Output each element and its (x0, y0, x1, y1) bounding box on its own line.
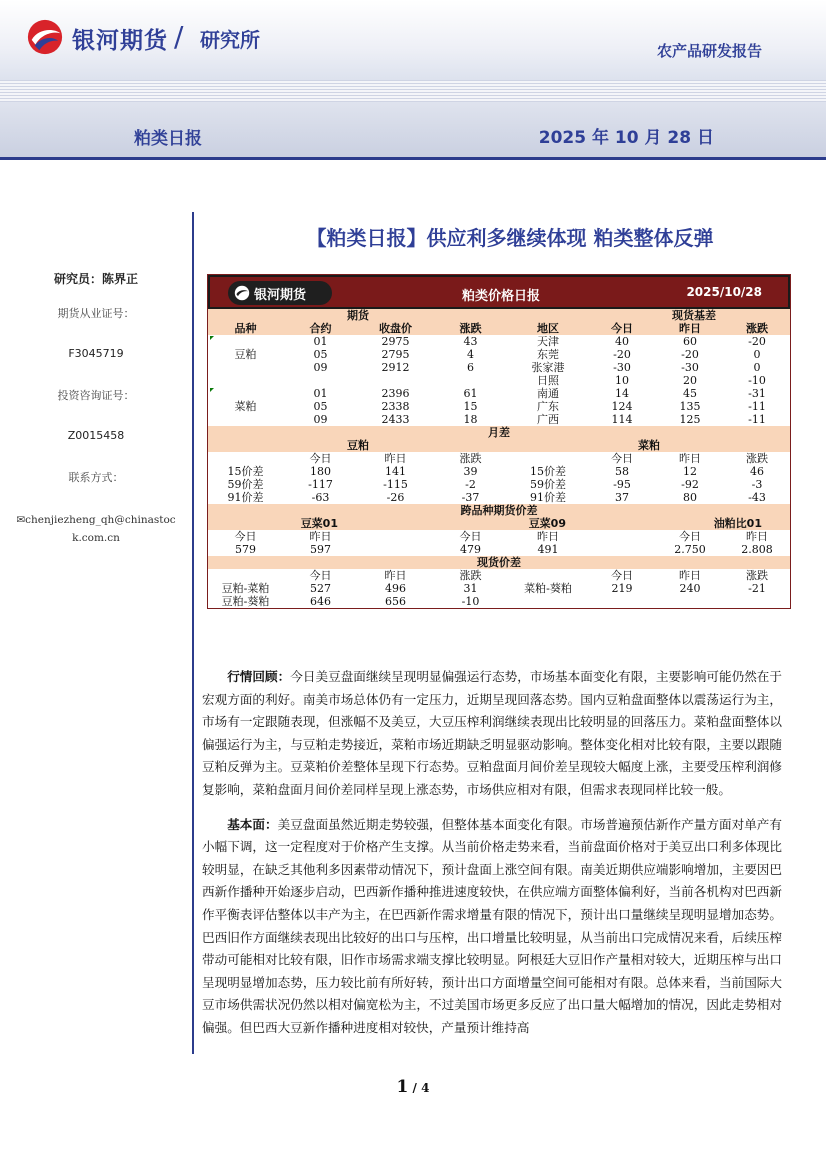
change-cell: 18 (463, 413, 478, 426)
region-cell: 广西 (537, 413, 559, 426)
value-cell: 579 (235, 543, 256, 556)
empty-cell (588, 530, 656, 543)
value-cell: -2 (465, 478, 476, 491)
region-cell: 南通 (537, 387, 559, 400)
yday-header: 昨日 (384, 569, 407, 582)
today-header: 今日 (309, 452, 332, 465)
empty-cell (508, 569, 588, 582)
invest-cert: Z0015458 (67, 429, 125, 442)
report-title: 【粕类日报】供应利多继续体现 粕类整体反弹 (306, 226, 714, 250)
value-cell (588, 595, 656, 608)
email-link[interactable] (0, 511, 192, 547)
col-header: 涨跌 (724, 322, 790, 335)
analyst-name: 研究员：陈界正 (53, 272, 138, 286)
chg-header: 涨跌 (459, 452, 482, 465)
spread-name-cell: 91价差 (530, 491, 566, 504)
table-row (208, 374, 790, 387)
spot-name-cell: 豆粕-菜粕 (221, 582, 270, 595)
basis-today-cell: 124 (611, 400, 633, 413)
value-cell: 656 (385, 595, 406, 608)
email-address: chenjiezheng_qh@chinastock.com.cn (25, 514, 176, 544)
spread-name-cell: 15价差 (227, 465, 264, 478)
value-cell: 37 (615, 491, 629, 504)
value-cell: 240 (679, 582, 701, 595)
basis-change-cell: -10 (748, 374, 766, 387)
empty-cell (358, 374, 433, 387)
chg-header: 涨跌 (746, 452, 768, 465)
basis-today-cell: 14 (615, 387, 629, 400)
product-rapemeal: 菜粕 (208, 387, 283, 426)
value-cell: 80 (683, 491, 697, 504)
close-cell: 2433 (381, 413, 410, 426)
spot-name-cell: 豆粕-葵粕 (221, 595, 270, 608)
spot-name-cell: 菜粕-葵粕 (524, 582, 572, 595)
table-row (208, 543, 790, 556)
page-sep: / (408, 1081, 422, 1095)
close-cell: 2396 (381, 387, 410, 400)
header-stripe (0, 80, 826, 102)
contract-cell: 01 (313, 335, 328, 348)
table-row (208, 361, 790, 374)
basis-yday-cell: 60 (683, 335, 697, 348)
table-row (208, 569, 790, 582)
report-body (202, 666, 782, 1052)
column-header-row (208, 322, 790, 335)
value-cell: 491 (537, 543, 559, 556)
basis-yday-cell: 125 (679, 413, 701, 426)
institute-name: 研究所 (200, 28, 260, 52)
value-cell: -3 (751, 478, 763, 491)
page-total: 4 (421, 1081, 430, 1095)
close-cell: 2338 (381, 400, 410, 413)
col-header: 昨日 (656, 322, 724, 335)
analyst-sidebar (0, 270, 192, 547)
spread-name-cell: 59价差 (227, 478, 264, 491)
today-header: 今日 (679, 530, 701, 543)
close-cell: 2795 (381, 348, 410, 361)
sidebar-divider (192, 212, 194, 1054)
close-cell: 2975 (381, 335, 410, 348)
change-cell: 61 (463, 387, 478, 400)
today-header: 今日 (309, 569, 332, 582)
change-cell: 43 (463, 335, 478, 348)
galaxy-logo-icon (234, 285, 250, 301)
basis-change-cell: -20 (748, 335, 766, 348)
basis-yday-cell: 20 (683, 374, 697, 387)
basis-yday-cell: -20 (681, 348, 699, 361)
basis-today-cell: 10 (615, 374, 629, 387)
value-cell: -95 (613, 478, 631, 491)
basis-change-cell: 0 (753, 348, 761, 361)
basis-today-cell: 114 (611, 413, 633, 426)
contract-cell: 05 (313, 400, 328, 413)
price-table (207, 274, 791, 609)
report-name: 粕类日报 (134, 129, 202, 149)
empty-cell (508, 452, 588, 465)
cross-col-b: 豆菜09 (358, 517, 588, 530)
futures-cert: F3045719 (68, 347, 124, 360)
col-header: 涨跌 (433, 322, 508, 335)
month-spread-label: 月差 (208, 426, 790, 439)
value-cell: -21 (748, 582, 766, 595)
basis-change-cell: -11 (748, 413, 766, 426)
empty-cell (433, 374, 508, 387)
fundamentals-paragraph (202, 814, 782, 1040)
header-divider (0, 157, 826, 160)
basis-today-cell: -20 (613, 348, 631, 361)
table-row (208, 478, 790, 491)
rapemeal-label: 菜粕 (508, 439, 790, 452)
value-cell: 46 (750, 465, 764, 478)
value-cell (656, 595, 724, 608)
month-spread-product-row (208, 439, 790, 452)
value-cell: 2.808 (741, 543, 773, 556)
empty-cell (208, 569, 283, 582)
table-row (208, 465, 790, 478)
spot-section-row (208, 556, 790, 569)
cross-col-a: 豆菜01 (208, 517, 358, 530)
empty-cell (358, 543, 433, 556)
yday-header: 昨日 (679, 452, 701, 465)
value-cell: 496 (385, 582, 406, 595)
report-type: 农产品研发报告 (656, 42, 762, 60)
fundamentals-label: 基本面： (227, 816, 278, 832)
table-title: 粕类价格日报 (462, 289, 541, 304)
value-cell: 39 (463, 465, 478, 478)
market-review-label: 行情回顾： (227, 669, 291, 684)
table-logo-text: 银河期货 (254, 288, 307, 303)
page-number (0, 1077, 826, 1097)
basis-change-cell: -11 (748, 400, 766, 413)
cross-label: 跨品种期货价差 (208, 504, 790, 517)
close-cell: 2912 (381, 361, 410, 374)
today-header: 今日 (611, 452, 633, 465)
value-cell: 646 (310, 595, 331, 608)
basis-label: 现货基差 (508, 309, 790, 322)
value-cell: 527 (310, 582, 331, 595)
cross-section-row (208, 504, 790, 517)
region-cell: 广东 (537, 400, 559, 413)
table-row (208, 413, 790, 426)
contract-cell: 09 (313, 413, 328, 426)
table-row (208, 582, 790, 595)
col-header: 合约 (283, 322, 358, 335)
basis-yday-cell: 135 (679, 400, 701, 413)
change-cell: 6 (467, 361, 474, 374)
spread-name-cell: 91价差 (227, 491, 264, 504)
col-header: 品种 (208, 322, 283, 335)
value-cell: 597 (310, 543, 331, 556)
value-cell: -117 (308, 478, 333, 491)
spread-name-cell: 15价差 (530, 465, 566, 478)
value-cell: -10 (461, 595, 480, 608)
col-header: 收盘价 (358, 322, 433, 335)
value-cell: -63 (311, 491, 330, 504)
region-cell: 张家港 (531, 361, 565, 374)
value-cell: -37 (461, 491, 480, 504)
value-cell: 180 (310, 465, 331, 478)
region-cell: 天津 (537, 335, 559, 348)
table-row (208, 400, 790, 413)
empty-cell (588, 543, 656, 556)
product-soymeal: 豆粕 (208, 335, 283, 374)
col-header: 地区 (508, 322, 588, 335)
brand-separator: / (174, 20, 184, 53)
table-row (208, 387, 790, 400)
table-row (208, 335, 790, 348)
yday-header: 昨日 (746, 530, 768, 543)
empty-cell (208, 452, 283, 465)
today-header: 今日 (234, 530, 257, 543)
empty-cell (208, 374, 283, 387)
cross-product-row (208, 517, 790, 530)
spot-label: 现货价差 (208, 556, 790, 569)
invest-cert-label: 投资咨询证号： (57, 389, 135, 402)
spread-name-cell: 59价差 (530, 478, 566, 491)
table-row (208, 348, 790, 361)
basis-today-cell: 40 (615, 335, 629, 348)
brand-name: 银河期货 (72, 28, 168, 54)
value-cell: 2.750 (674, 543, 706, 556)
fundamentals-text: 美豆盘面虽然近期走势较强，但整体基本面变化有限。市场普遍预估新作产量方面对单产有小幅下调，这一定程度对于价格产生支撑。从当前价格走势来看，当前盘面价格对于美豆出口利多体现比较明显，在缺乏其他利多因素带动情况下，预计盘面上涨空间有限。南美近期供应端影响增加，主要因巴西新作播种开始逐步启动，巴西新作播种推进速度较快，在供应端方面整体偏利好，当前各机构对巴西新作平衡表评估整体以丰产为主，在巴西新作需求增量有限的情况下，预计出口量继续呈现明显增加态势。巴西旧作方面继续表现出比较好的出口与压榨，出口增量比较明显，从当前出口完成情况来看，后续压榨带动可能相对比较有限，旧作市场需求端支撑比较明显。阿根廷大豆旧作产量相对较大，近期压榨与出口呈现明显增加态势，压力较比前有所好转，预计出口方面增量空间可能相对有限。总体来看，当前国际大豆市场供需状况仍然以相对偏宽松为主，不过美国市场更多反应了出口量大幅增加的情况，因此走势相对偏强。但巴西大豆新作播种进度相对较快，产量预计维持高 (202, 816, 783, 1035)
empty-cell (283, 374, 358, 387)
yday-header: 昨日 (309, 530, 332, 543)
contact-label: 联系方式： (68, 471, 124, 484)
value-cell: 31 (463, 582, 478, 595)
yday-header: 昨日 (537, 530, 559, 543)
basis-today-cell: -30 (613, 361, 631, 374)
market-review-text: 今日美豆盘面继续呈现明显偏强运行态势，市场基本面变化有限，主要影响可能仍然在于宏观方面的利好。南美市场总体仍有一定压力，近期呈现回落态势。国内豆粕盘面整体以震荡运行为主，市场有一定跟随表现，但涨幅不及美豆，大豆压榨利润继续表现出比较明显的回落压力。菜粕盘面整体以偏强运行为主，与豆粕走势接近，菜粕市场近期缺乏明显驱动影响。整体变化相对比较有限，主要以跟随豆粕反弹为主。豆菜粕价差整体呈现下行态势。豆粕盘面月间价差呈现较大幅度上涨，主要受压榨利润修复影响，菜粕盘面月间价差同样呈现上涨态势，市场供应相对有限，但需求表现同样比较一般。 (202, 669, 783, 797)
value-cell: 141 (385, 465, 406, 478)
table-date: 2025/10/28 (686, 285, 762, 299)
change-cell: 4 (467, 348, 474, 361)
basis-yday-cell: 45 (683, 387, 697, 400)
value-cell: -92 (681, 478, 699, 491)
month-spread-section-row (208, 426, 790, 439)
market-review-paragraph (202, 666, 782, 802)
contract-cell: 09 (313, 361, 328, 374)
value-cell: -115 (383, 478, 408, 491)
value-cell: -43 (748, 491, 766, 504)
price-grid (208, 309, 790, 608)
empty-cell (358, 530, 433, 543)
change-cell: 15 (463, 400, 478, 413)
galaxy-logo-icon (26, 18, 64, 56)
basis-change-cell: 0 (753, 361, 761, 374)
value-cell: 219 (611, 582, 633, 595)
futures-cert-label: 期货从业证号： (57, 307, 135, 320)
value-cell: 58 (615, 465, 629, 478)
price-table-header (208, 275, 790, 309)
value-cell: -26 (386, 491, 405, 504)
value-cell: 479 (460, 543, 481, 556)
contract-cell: 05 (313, 348, 328, 361)
spot-name-cell (508, 595, 588, 608)
today-header: 今日 (611, 569, 633, 582)
basis-yday-cell: -30 (681, 361, 699, 374)
soymeal-label: 豆粕 (208, 439, 508, 452)
table-row (208, 530, 790, 543)
region-cell: 日照 (537, 374, 559, 387)
page-current: 1 (396, 1077, 409, 1097)
table-row (208, 452, 790, 465)
futures-section-row (208, 309, 790, 322)
yday-header: 昨日 (384, 452, 407, 465)
value-cell: 12 (683, 465, 697, 478)
futures-label: 期货 (208, 309, 508, 322)
table-logo (228, 281, 332, 305)
today-header: 今日 (459, 530, 482, 543)
contract-cell: 01 (313, 387, 328, 400)
chg-header: 涨跌 (459, 569, 482, 582)
basis-change-cell: -31 (748, 387, 766, 400)
envelope-icon: ✉ (16, 514, 26, 526)
value-cell (724, 595, 790, 608)
region-cell: 东莞 (537, 348, 559, 361)
chg-header: 涨跌 (746, 569, 768, 582)
report-date: 2025 年 10 月 28 日 (538, 128, 714, 148)
col-header: 今日 (588, 322, 656, 335)
table-row (208, 595, 790, 608)
yday-header: 昨日 (679, 569, 701, 582)
table-row (208, 491, 790, 504)
cross-col-c: 油粕比01 (588, 517, 790, 530)
